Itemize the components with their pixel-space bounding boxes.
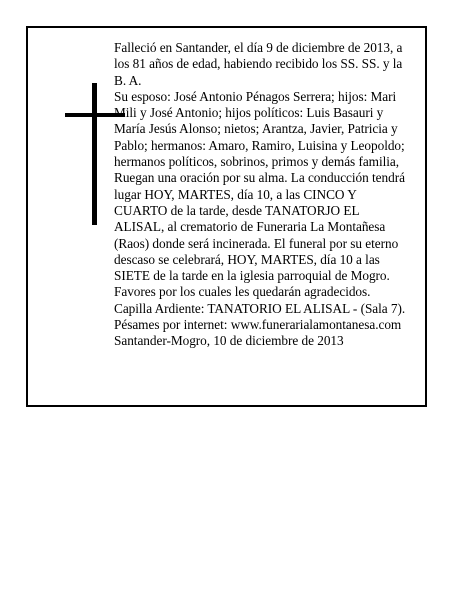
obituary-line: B. A. <box>114 72 142 88</box>
obituary-line: lugar HOY, MARTES, día 10, a las CINCO Y <box>114 186 357 202</box>
obituary-line: Pablo; hermanos: Amaro, Ramiro, Luisina y Leopoldo; <box>114 137 405 153</box>
obituary-line: Santander-Mogro, 10 de diciembre de 2013 <box>114 333 344 349</box>
obituary-line: Falleció en Santander, el día 9 de diciembre de 2013, a <box>114 40 403 55</box>
obituary-line: Pésames por internet: www.funerarialamontanesa.com <box>114 317 402 333</box>
obituary-line: los 81 años de edad, habiendo recibido los SS. SS. y la <box>114 56 403 72</box>
obituary-line: Ruegan una oración por su alma. La conducción tendrá <box>114 170 405 186</box>
obituary-line: María Jesús Alonso; nietos; Arantza, Javier, Patricia y <box>114 121 398 137</box>
obituary-text <box>114 40 424 350</box>
cross-vertical-bar <box>92 83 97 225</box>
obituary-line: Favores por los cuales les quedarán agradecidos. <box>114 284 371 300</box>
obituary-line: CUARTO de la tarde, desde TANATORJO EL <box>114 202 360 218</box>
obituary-line: descaso se celebrará, HOY, MARTES, día 10 a las <box>114 251 380 267</box>
obituary-line: ALISAL, al crematorio de Funeraria La Montañesa <box>114 219 386 235</box>
obituary-line: hermanos políticos, sobrinos, primos y demás familia, <box>114 154 400 170</box>
obituary-line: (Raos) donde será incinerada. El funeral por su eterno <box>114 235 399 251</box>
obituary-line: Mili y José Antonio; hijos políticos: Luis Basauri y <box>114 105 384 121</box>
obituary-line: Su esposo: José Antonio Pénagos Serrera; hijos: Mari <box>114 88 397 104</box>
obituary-line: Capilla Ardiente: TANATORIO EL ALISAL - (Sala 7). <box>114 300 406 316</box>
obituary-line: SIETE de la tarde en la iglesia parroquial de Mogro. <box>114 268 390 284</box>
